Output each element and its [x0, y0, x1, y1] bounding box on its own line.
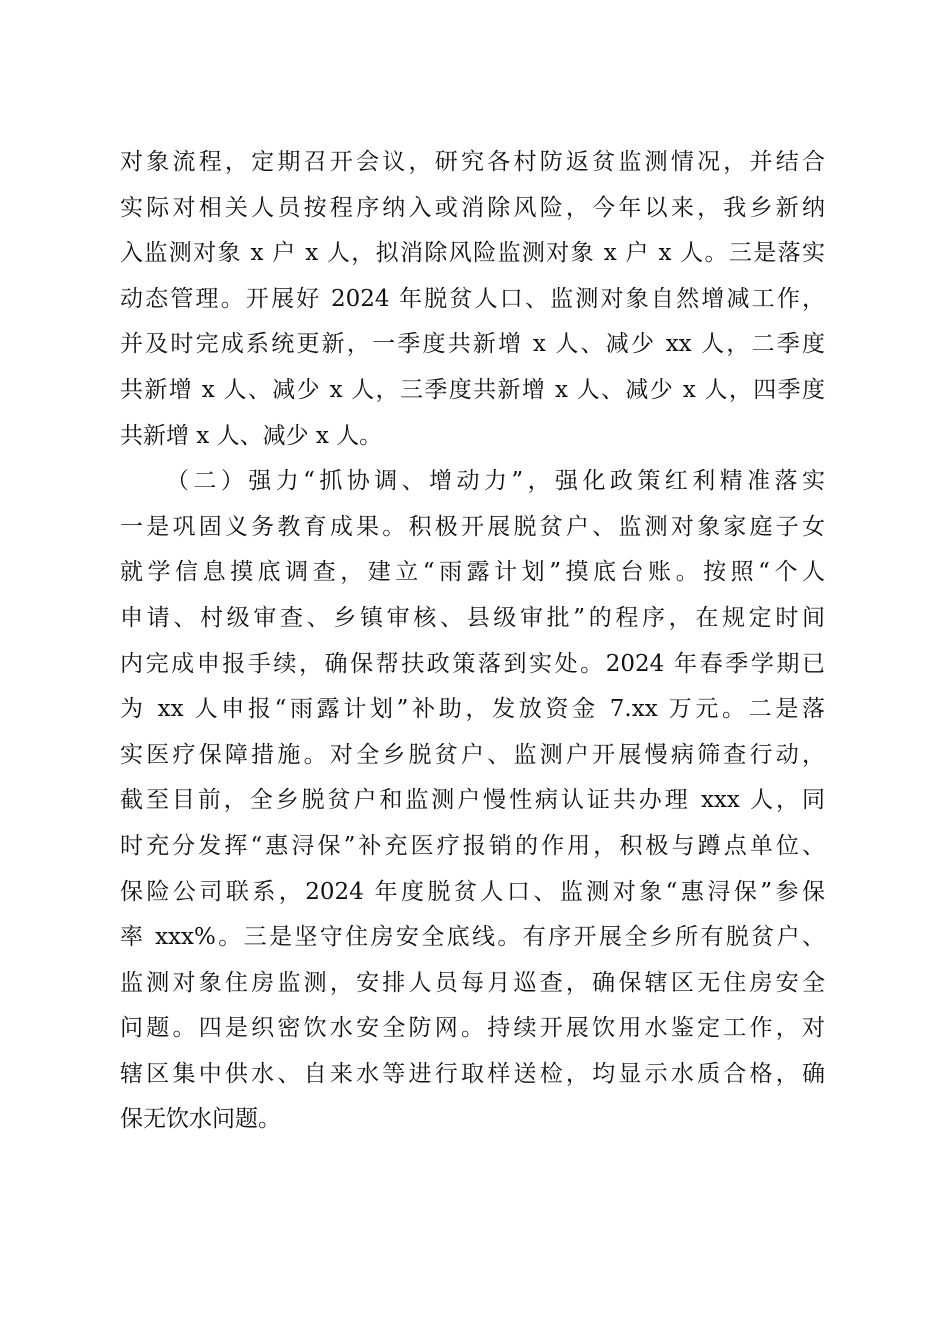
text-line: 问题。四是织密饮水安全防网。持续开展饮用水鉴定工作，对: [120, 1015, 825, 1042]
text-line: 对象流程，定期召开会议，研究各村防返贫监测情况，并结合: [120, 149, 825, 175]
text-line: 实际对相关人员按程序纳入或消除风险，今年以来，我乡新纳: [120, 194, 825, 221]
text-line: 内完成申报手续，确保帮扶政策落到实处。2024 年春季学期已: [120, 650, 825, 677]
text-line: 申请、村级审查、乡镇审核、县级审批”的程序，在规定时间: [120, 604, 825, 631]
text-line: 动态管理。开展好 2024 年脱贫人口、监测对象自然增减工作，: [120, 285, 825, 312]
document-body: [120, 140, 825, 1143]
text-line: 辖区集中供水、自来水等进行取样送检，均显示水质合格，确: [120, 1060, 825, 1087]
text-line: 并及时完成系统更新，一季度共新增 x 人、减少 xx 人，二季度: [120, 331, 825, 358]
text-line: 时充分发挥“惠浔保”补充医疗报销的作用，积极与蹲点单位、: [120, 832, 825, 859]
text-line: 共新增 x 人、减少 x 人。: [120, 422, 383, 449]
text-line: 一是巩固义务教育成果。积极开展脱贫户、监测对象家庭子女: [120, 513, 825, 540]
text-line: 保无饮水问题。: [120, 1106, 281, 1133]
text-line: 就学信息摸底调查，建立“雨露计划”摸底台账。按照“个人: [120, 559, 825, 586]
text-line: 监测对象住房监测，安排人员每月巡查，确保辖区无住房安全: [120, 969, 825, 996]
text-line: 共新增 x 人、减少 x 人，三季度共新增 x 人、减少 x 人，四季度: [120, 376, 825, 403]
text-line: 保险公司联系，2024 年度脱贫人口、监测对象“惠浔保”参保: [120, 878, 825, 905]
text-line: 为 xx 人申报“雨露计划”补助，发放资金 7.xx 万元。二是落: [120, 696, 825, 723]
text-line: 截至目前，全乡脱贫户和监测户慢性病认证共办理 xxx 人，同: [120, 787, 825, 814]
text-line: 率 xxx%。三是坚守住房安全底线。有序开展全乡所有脱贫户、: [120, 924, 825, 951]
text-line: 入监测对象 x 户 x 人，拟消除风险监测对象 x 户 x 人。三是落实: [120, 240, 825, 267]
text-line: 实医疗保障措施。对全乡脱贫户、监测户开展慢病筛查行动，: [120, 741, 825, 768]
section-heading: （二）强力“抓协调、增动力”，强化政策红利精准落实: [166, 468, 825, 495]
